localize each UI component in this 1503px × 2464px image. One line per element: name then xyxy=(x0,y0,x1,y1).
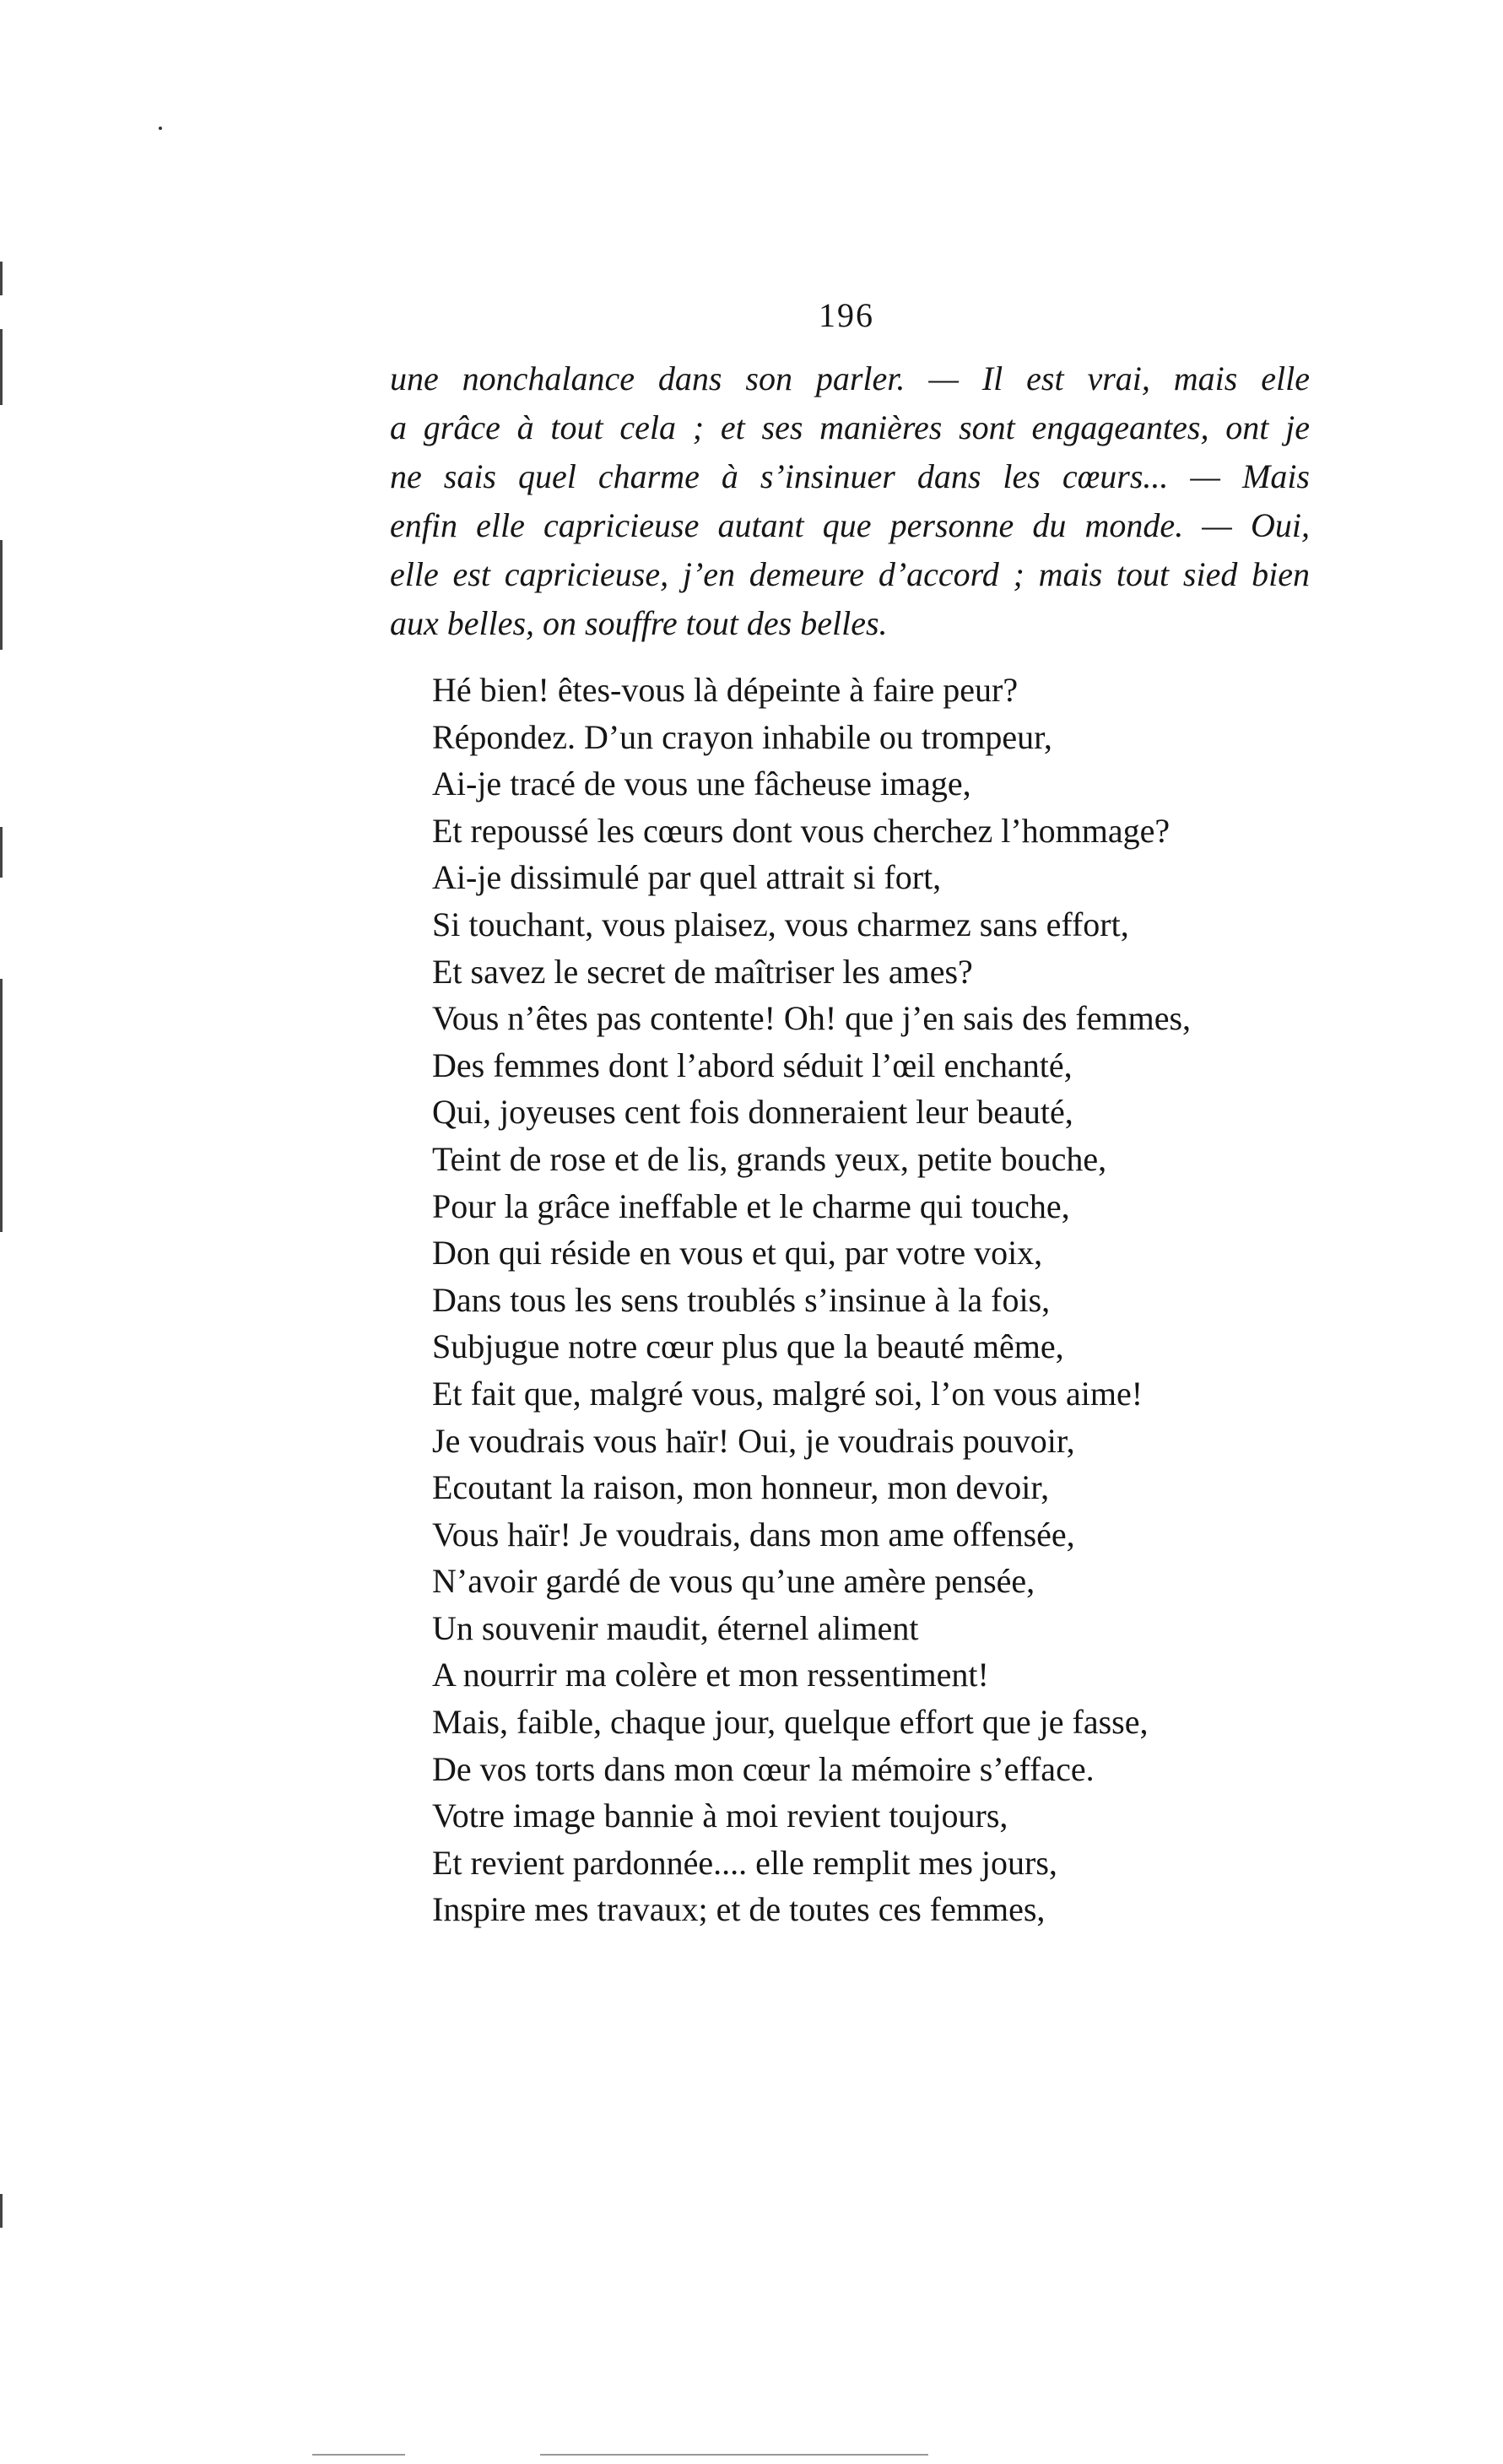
scan-edge-mark xyxy=(0,827,3,878)
prose-line: enfin elle capricieuse autant que personne du monde. — Oui, xyxy=(390,506,1310,544)
verse-line: Un souvenir maudit, éternel aliment xyxy=(432,1608,919,1647)
verse-line: Vous n’êtes pas contente! Oh! que j’en sais des femmes, xyxy=(432,999,1192,1038)
scan-edge-mark xyxy=(0,979,3,1232)
page-number: 196 xyxy=(819,296,874,334)
verse-line: Don qui réside en vous et qui, par votre voix, xyxy=(432,1234,1043,1273)
verse-stanza xyxy=(432,667,1327,1933)
prose-line: une nonchalance dans son parler. — Il est vrai, mais elle xyxy=(390,359,1310,397)
verse-line: Je voudrais vous haïr! Oui, je voudrais pouvoir, xyxy=(432,1421,1075,1460)
verse-line: Hé bien! êtes-vous là dépeinte à faire peur? xyxy=(432,671,1019,709)
prose-line: elle est capricieuse, j’en demeure d’accord ; mais tout sied bien xyxy=(390,555,1310,593)
verse-line: Ai-je tracé de vous une fâcheuse image, xyxy=(432,765,971,803)
verse-line: Teint de rose et de lis, grands yeux, petite bouche, xyxy=(432,1139,1107,1178)
verse-line: N’avoir gardé de vous qu’une amère pensée, xyxy=(432,1562,1035,1601)
scan-edge-mark xyxy=(0,2194,3,2228)
verse-line: Pour la grâce ineffable et le charme qui touche, xyxy=(432,1186,1070,1225)
verse-line: Votre image bannie à moi revient toujours, xyxy=(432,1797,1008,1835)
prose-line: aux belles, on souffre tout des belles. xyxy=(390,604,888,642)
prose-line: a grâce à tout cela ; et ses manières sont engageantes, ont je xyxy=(390,408,1310,446)
verse-line: Et savez le secret de maîtriser les ames? xyxy=(432,952,973,991)
prose-paragraph xyxy=(390,354,1310,648)
scan-speck xyxy=(159,127,162,130)
verse-line: Qui, joyeuses cent fois donneraient leur beauté, xyxy=(432,1093,1073,1132)
scan-bottom-rule xyxy=(312,2454,405,2456)
verse-line: A nourrir ma colère et mon ressentiment! xyxy=(432,1656,989,1694)
verse-line: Vous haïr! Je voudrais, dans mon ame offensée, xyxy=(432,1515,1075,1554)
verse-line: De vos torts dans mon cœur la mémoire s’efface. xyxy=(432,1749,1095,1788)
scan-edge-mark xyxy=(0,329,3,405)
verse-line: Et repoussé les cœurs dont vous cherchez l’hommage? xyxy=(432,811,1171,850)
scan-edge-mark xyxy=(0,262,3,295)
verse-line: Des femmes dont l’abord séduit l’œil enchanté, xyxy=(432,1046,1073,1084)
verse-line: Et fait que, malgré vous, malgré soi, l’on vous aime! xyxy=(432,1374,1143,1413)
scan-bottom-rule xyxy=(540,2454,928,2456)
verse-line: Subjugue notre cœur plus que la beauté même, xyxy=(432,1327,1064,1366)
scan-edge-mark xyxy=(0,540,3,650)
prose-line: ne sais quel charme à s’insinuer dans les cœurs... — Mais xyxy=(390,457,1310,495)
verse-line: Ai-je dissimulé par quel attrait si fort, xyxy=(432,858,942,897)
verse-line: Mais, faible, chaque jour, quelque effort que je fasse, xyxy=(432,1703,1149,1742)
verse-line: Inspire mes travaux; et de toutes ces femmes, xyxy=(432,1890,1046,1929)
verse-line: Répondez. D’un crayon inhabile ou trompeur, xyxy=(432,717,1052,756)
verse-line: Dans tous les sens troublés s’insinue à la fois, xyxy=(432,1280,1051,1319)
verse-line: Si touchant, vous plaisez, vous charmez sans effort, xyxy=(432,905,1129,943)
verse-line: Ecoutant la raison, mon honneur, mon devoir, xyxy=(432,1468,1050,1507)
verse-line: Et revient pardonnée.... elle remplit mes jours, xyxy=(432,1843,1057,1882)
